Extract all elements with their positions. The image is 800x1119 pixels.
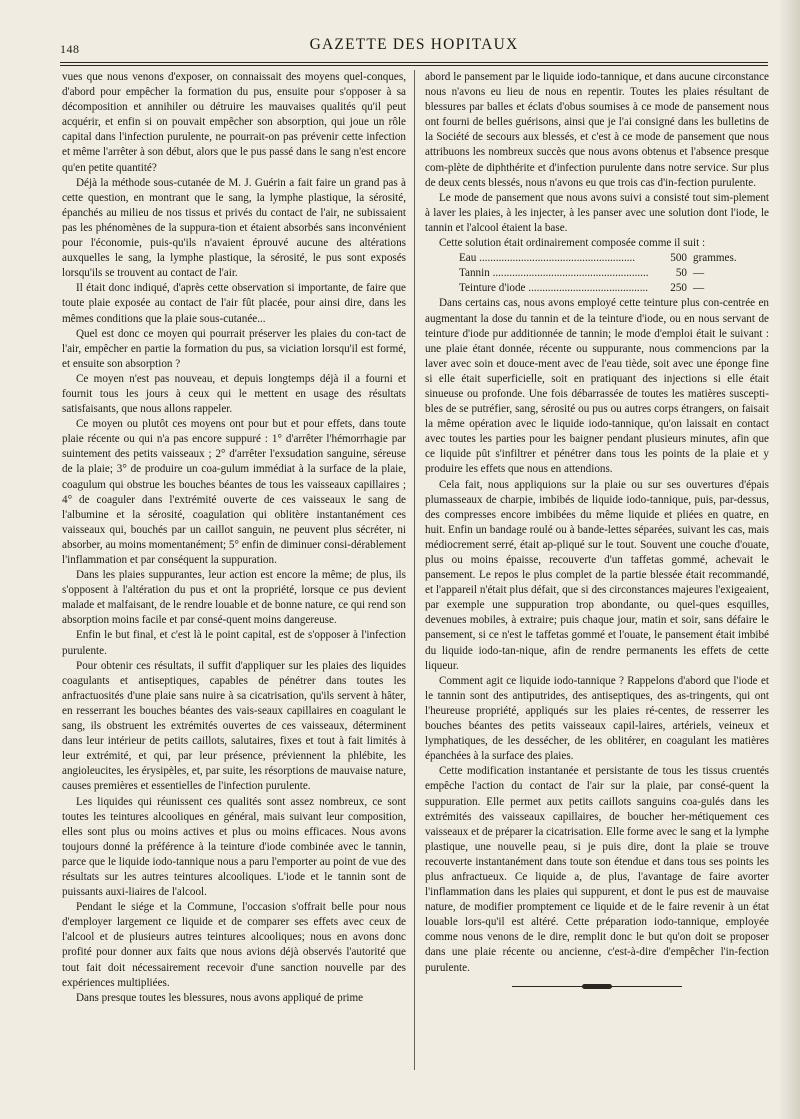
paragraph: Dans certains cas, nous avons employé cette teinture plus con-centrée en augmentant la dose du tannin et de la teinture d'iode, ou en nous servant de teinture d'iode pur additionnée de tannin; le mode d'emploi était le suivant : une plaie étant donnée, récente ou suppurante, nous commencions par la laver avec soin et douce-ment avec de l'eau tiède, soit avec une éponge fine si elle était superficielle, soit en pratiquant des injections si elle était sinueuse ou profonde. Une fois débarrassée de toutes les matières suscepti-bles de se putréfier, sang, sérosité ou pus ou autres corps étrangers, on faisait la même opération avec le liquide iodo-tannique, qu'on laissait en contact avec toutes les parties pour les baigner pendant plusieurs minutes, afin que ce liquide pût s'infiltrer et pénétrer dans tous les points de la plaie et y produire les effets que nous en attendions.	[425, 297, 769, 476]
paragraph: Les liquides qui réunissent ces qualités sont assez nombreux, ce sont toutes les teintures alcooliques en général, mais suivant leur composition, elles sont plus ou moins actives et plus ou moins efficaces. Nous avons toujours donné la préférence à la teinture d'iode combinée avec le tannin, parce que le liquide iodo-tannique nous a paru l'emporter au point de vue des résultats sur les autres teintures alcooliques. L'iode et le tannin sont de puissants auxi-liaires de l'alcool.	[62, 795, 406, 899]
paragraph: Cette modification instantanée et persistante de tous les tissus cruentés empêche l'action du contact de l'air sur la plaie, par consé-quent la suppuration. Elle permet aux petits caillots sanguins coa-gulés dans les extrémités des vaisseaux capillaires, de boucher her-métiquement ces vaisseaux et de préparer la cicatrisation. Elle forme avec le sang et la lymphe plastique, une nouvelle peau, si je puis dire, dont la plaie se trouve recouverte instantanément dans toute son étendue et dans tous ses points les plus anfractueux. Ce liquide a, de plus, l'avantage de faire avorter l'inflammation dans les plaies qui suppurent, et dont le pus est de mauvaise nature, de modifier promptement ce liquide et de le faire revenir à un état louable lors-qu'il est altéré. Cette préparation iodo-tannique, employée comme nous venons de le dire, remplit donc le but qu'on doit se proposer dans une plaie récente ou ancienne, c'est-à-dire d'empêcher l'in-fection purulente.	[425, 765, 769, 974]
formula-unit: —	[693, 282, 705, 295]
paragraph: Cela fait, nous appliquions sur la plaie ou sur ses ouvertures d'épais plumasseaux de charpie, imbibés de liquide iodo-tannique, puis, par-dessus, des compresses encore imbibées du même liquide et pliées en quatre, en huit. Enfin un bandage roulé ou à bande-lettes séparées, suivant les cas, mais médiocrement serré, était ap-pliqué sur le tout. Souvent une couche d'ouate, plus ou moins épaisse, recouverte d'un taffetas gommé, achevait le pansement. Le repos le plus complet de la partie blessée était recommandé, et l'appareil n'était plus défait, que si des circonstances majeures l'exigeaient, par exemple une suppuration trop abondante, ou quel-ques esquilles, devenues mobiles, à extraire; puis chaque jour, matin et soir, sans défaire le pansement, si ce n'est le taffetas gommé et l'ouate, le pansement était imbibé du liquide iodo-tan-nique, afin de rendre permanents les effets de cette liqueur.	[425, 478, 769, 672]
left-column	[62, 70, 406, 1006]
paragraph: Dans presque toutes les blessures, nous avons appliqué de prime	[76, 991, 364, 1004]
paragraph: Ce moyen ou plutôt ces moyens ont pour but et pour effets, dans toute plaie récente ou qui n'a pas encore suppuré : 1° d'arrêter l'hémorrhagie par suintement des petits vaisseaux ; 2° d'arrêter l'exsudation sanguine, séreuse de la plaie; 3° de produire un coa-gulum immédiat à la surface de la plaie, coagulum qui obstrue les bouches béantes de tous les vaisseaux capillaires ; 4° de coaguler dans l'extrémité ouverte de ces vaisseaux le sang de l'albumine et la sérosité, coagulation qui oblitère instantanément ces vaisseaux qui, bouchés par un caillot sanguin, ne peuvent plus sécréter, ni absorber, au moins momentanément; 5° enfin de diminuer consi-dérablement l'inflammation et par conséquent la suppuration.	[62, 418, 407, 566]
paragraph: Comment agit ce liquide iodo-tannique ? Rappelons d'abord que l'iode et le tannin sont des antiputrides, des antiseptiques, des as-tringents, qui ont l'heureuse propriété, appliqués sur les plaies ré-centes, de resserrer les bouches béantes des petits vaisseaux capil-laires, artériels, veineux et lymphatiques, de les dessécher, de les oblitérer, en coagulant les matières épanchées à la surface des plaies.	[425, 674, 769, 763]
paragraph: Il était donc indiqué, d'après cette observation si importante, de faire que toute plaie exposée au contact de l'air fût placée, pour ainsi dire, dans les mêmes conditions que la plaie sous-cutanée...	[62, 282, 406, 325]
formula-row	[425, 281, 769, 296]
formula-row	[425, 266, 769, 281]
page-header	[60, 36, 768, 64]
paragraph: Cette solution était ordinairement composée comme il suit :	[439, 237, 706, 250]
header-rule	[60, 62, 768, 63]
paragraph: Déjà la méthode sous-cutanée de M. J. Guérin a fait faire un grand pas à cette question, en montrant que le sang, la lymphe plastique, la sérosité, épanchés au milieu de nos tissus et privés du contact de l'air, ne subissaient pas les phénomènes de la suppura-tion et étaient absorbés sans inconvénient pour l'économie, puis-qu'ils n'avaient éprouvé aucune des altérations auxquelles le sang, la lymphe plastique, la sérosité, le pus sont exposés lorsqu'ils se trouvent au contact de l'air.	[62, 176, 406, 280]
paragraph: Enfin le but final, et c'est là le point capital, est de s'opposer à l'infection purulente.	[62, 629, 406, 657]
paragraph: abord le pansement par le liquide iodo-tannique, et dans aucune circonstance nous n'avons eu lieu de nous en repentir. Toutes les plaies résultant de blessures par balles et éclats d'obus soumises à ce mode de pansement nous ont fourni de belles guérisons, ainsi que je l'ai consigné dans les bulletins de la Société de secours aux blessés, et c'est à ce mode de pansement que nous attribuons les nombreux succès que nous avons obtenus et l'absence presque com-plète de diphthérite et d'infection purulente dans notre service. Sur plus de deux cents blessés, nous n'avons eu que trois cas d'in-fection purulente.	[425, 71, 769, 189]
paragraph: Pour obtenir ces résultats, il suffit d'appliquer sur les plaies des liquides coagulants et antiseptiques, capables de pénétrer dans toutes les anfractuosités d'une plaie sans nuire à sa cicatrisation, qu'ils servent à hâter, en resserrant les bouches béantes des vais-seaux capillaires en coagulant le sang, ils obstruent les extrémités ouvertes de ces vaisseaux, déterminent dans leur intérieur de petits caillots, salutaires, fixes et tout à fait limités à leur extrémité, et qui, par leur présence, préviennent la phlébite, les angioleucites, les érysipèles, et, par suite, les résorptions de mauvaise nature, causes premières et essentielles de l'infection purulente.	[62, 659, 406, 793]
page-edge-shadow	[778, 0, 800, 1119]
right-column	[425, 70, 769, 990]
formula-unit: grammes.	[693, 252, 737, 265]
formula-ingredient: Eau .....	[459, 251, 649, 266]
formula-ingredient: Tannin .....	[459, 266, 649, 281]
paragraph: Dans les plaies suppurantes, leur action est encore la même; de plus, ils s'opposent à l'altération du pus et ont la propriété, lorsque ce pus devient malade et malfaisant, de le rendre louable et de bonne nature, ce qui rend son absorption moins facile et par consé-quent moins dangereuse.	[62, 569, 406, 627]
paragraph: vues que nous venons d'exposer, on connaissait des moyens quel-conques, d'abord pour empêcher la formation du pus, ensuite pour s'opposer à sa décomposition et annihiler ou détruire les mauvaises qualités qu'il peut acquérir, et enfin si on pouvait empêcher son absorption, qui joue un rôle capital dans l'infection purulente, ne pourrait-on pas prévenir cette infection et même l'arrêter à son début, alors que le pus passé dans le sang n'est encore qu'en petite quantité?	[62, 71, 406, 174]
page-number: 148	[60, 42, 80, 56]
closing-ornament-rule	[512, 984, 682, 990]
column-divider	[414, 70, 415, 1070]
paragraph: Le mode de pansement que nous avons suivi a consisté tout sim-plement à laver les plaies, à les injecter, à les panser avec une solution dont l'iode, le tannin et l'alcool étaient la base.	[425, 191, 769, 234]
formula-unit: —	[693, 267, 705, 280]
recipe-formula	[425, 251, 769, 296]
formula-quantity: 50	[675, 267, 687, 280]
formula-row	[425, 251, 769, 266]
paragraph: Ce moyen n'est pas nouveau, et depuis longtemps déjà il a fourni et fournit tous les jours à ceux qui le mettent en usage des résultats satisfaisants, que nous allons rappeler.	[62, 372, 406, 416]
paragraph: Pendant le siége et la Commune, l'occasion s'offrait belle pour nous d'employer largement ce liquide et de comparer ses effets avec ceux de l'alcool et de plusieurs autres teintures alcooliques; nous en avons donc profité pour donner aux faits que nous avions déjà observés l'autorité que tout fait doit nécessairement recevoir d'une sanction nouvelle par des expériences multipliées.	[62, 901, 406, 989]
formula-quantity: 500	[670, 252, 687, 265]
formula-quantity: 250	[670, 282, 687, 295]
header-rule-thin	[60, 65, 768, 66]
paragraph: Quel est donc ce moyen qui pourrait préserver les plaies du con-tact de l'air, empêcher en partie la formation du pus, sa viciation lorsqu'il est formé, et ensuite son absorption ?	[62, 327, 406, 370]
formula-ingredient: Teinture d'iode .....	[459, 281, 649, 296]
journal-title: GAZETTE DES HOPITAUX	[309, 36, 519, 53]
